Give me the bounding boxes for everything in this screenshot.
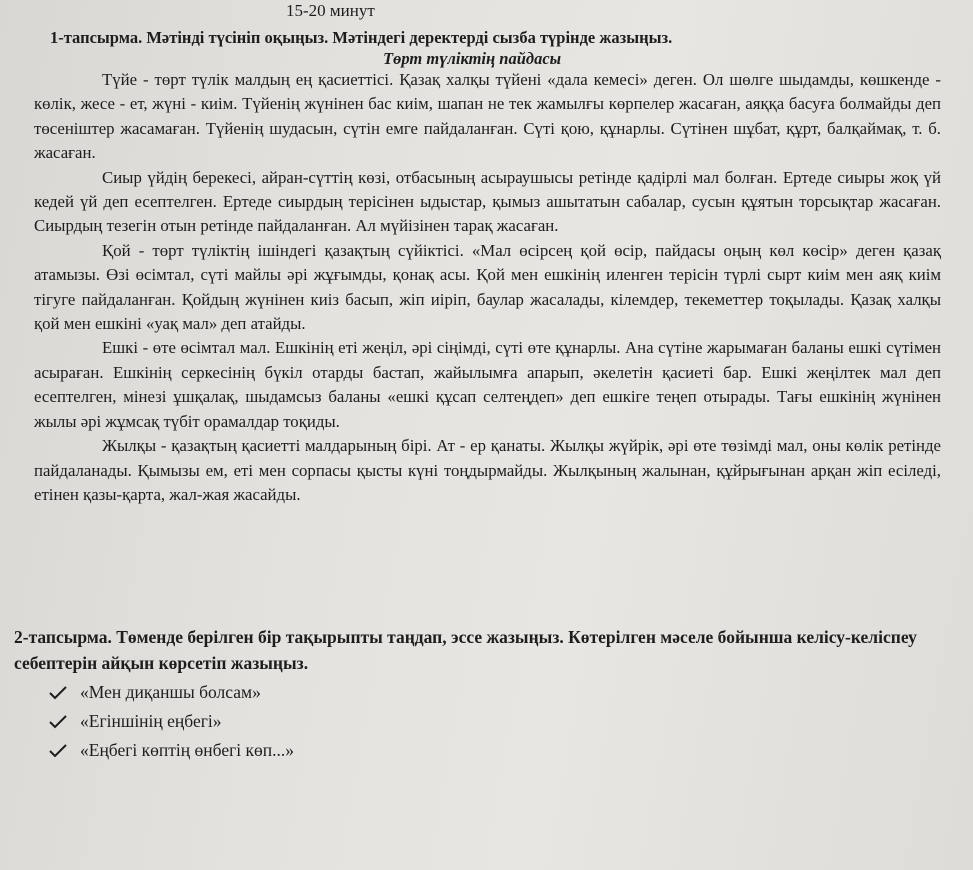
- check-icon: [48, 743, 68, 759]
- paragraph-sheep: Қой - төрт түліктің ішіндегі қазақтың сүйіктісі. «Мал өсірсең қой өсір, пайдасы оңың көл көсір» деген қазақ атамызы. Өзі өсімтал, сүті майлы әрі жұғымды, қонақ асы. Қой мен ешкінің иленген терісін түрлі сырт киім мен аяқ киім тігуге пайдаланған. Қойдың жүнінен киіз басып, жіп иіріп, баулар жасалады, кілемдер, текеметтер тоқылады. Қазақ халқы қой мен ешкіні «уақ мал» деп атайды.: [34, 240, 941, 334]
- list-item: [48, 678, 294, 707]
- topic-list: [48, 678, 294, 765]
- list-item: [48, 736, 294, 765]
- text-body: [34, 68, 941, 507]
- task2-title: 2-тапсырма. Төменде берілген бір тақырыпты таңдап, эссе жазыңыз. Көтерілген мәселе бойынша келісу-келіспеу себептерін айқын көрсетіп жазыңыз.: [14, 627, 917, 673]
- task1-title: 1-тапсырма. Мәтінді түсініп оқыңыз. Мәтіндегі деректерді сызба түрінде жазыңыз.: [50, 28, 673, 47]
- paragraph-cow: Сиыр үйдің берекесі, айран-сүттің көзі, отбасының асыраушысы ретінде қадірлі мал болған. Ертеде сиыры жоқ үй кедей үй деп есептелген. Ертеде сиырдың терісінен ыдыстар, қымыз ашытатын сабалар, сусын құятын торсықтар жасаған. Сиырдың тезегін отын ретінде пайдаланған. Ал мүйізінен тарақ жасаған.: [34, 167, 941, 236]
- topic-label: «Мен диқаншы болсам»: [80, 682, 261, 702]
- check-icon: [48, 685, 68, 701]
- text-subtitle: Төрт түліктің пайдасы: [383, 49, 562, 68]
- paragraph-horse: Жылқы - қазақтың қасиетті малдарының бірі. Ат - ер қанаты. Жылқы жүйрік, әрі өте төзімді мал, оны көлік ретінде пайдаланады. Қымызы ем, еті мен сорпасы қысты күні тоңдырмайды. Жылқының жалынан, құйрығынан арқан жіп есіледі, етінен қазы-қарта, жал-жая жасайды.: [34, 436, 941, 504]
- topic-label: «Егіншінің еңбегі»: [80, 711, 222, 731]
- check-icon: [48, 714, 68, 730]
- list-item: [48, 707, 294, 736]
- topic-label: «Еңбегі көптің өнбегі көп...»: [80, 740, 294, 760]
- paragraph-goat: Ешкі - өте өсімтал мал. Ешкінің еті жеңіл, әрі сіңімді, сүті өте құнарлы. Ана сүтіне жарымаған баланы ешкі сүтімен асыраған. Ешкінің серкесінің бүкіл отарды бастап, жайылымға апарып, әкелетін қасиеті бар. Ешкі жеңілтек мал деп есептелген, мінезі ұшқалақ, шыдамсыз баланы «ешкі құсап селтеңдеп» деп ешкіге теңеп отырады. Тағы ешкінің жүнінен жылы әрі жұмсақ түбіт орамалдар тоқиды.: [34, 338, 941, 431]
- paragraph-camel: Түйе - төрт түлік малдың ең қасиеттісі. Қазақ халқы түйені «дала кемесі» деген. Ол шөлге шыдамды, көшкенде - көлік, жесе - ет, жүні - киім. Түйенің жүнінен бас киім, шапан не тек жамылғы көрпелер жасаған, аяққа басуға болмайды деп төсеніштер жасамаған. Түйенің шудасын, сүтін емге пайдаланған. Сүті қою, құнарлы. Сүтінен шұбат, құрт, балқаймақ, т. б. жасаған.: [34, 70, 941, 163]
- time-limit: 15-20 минут: [286, 1, 375, 20]
